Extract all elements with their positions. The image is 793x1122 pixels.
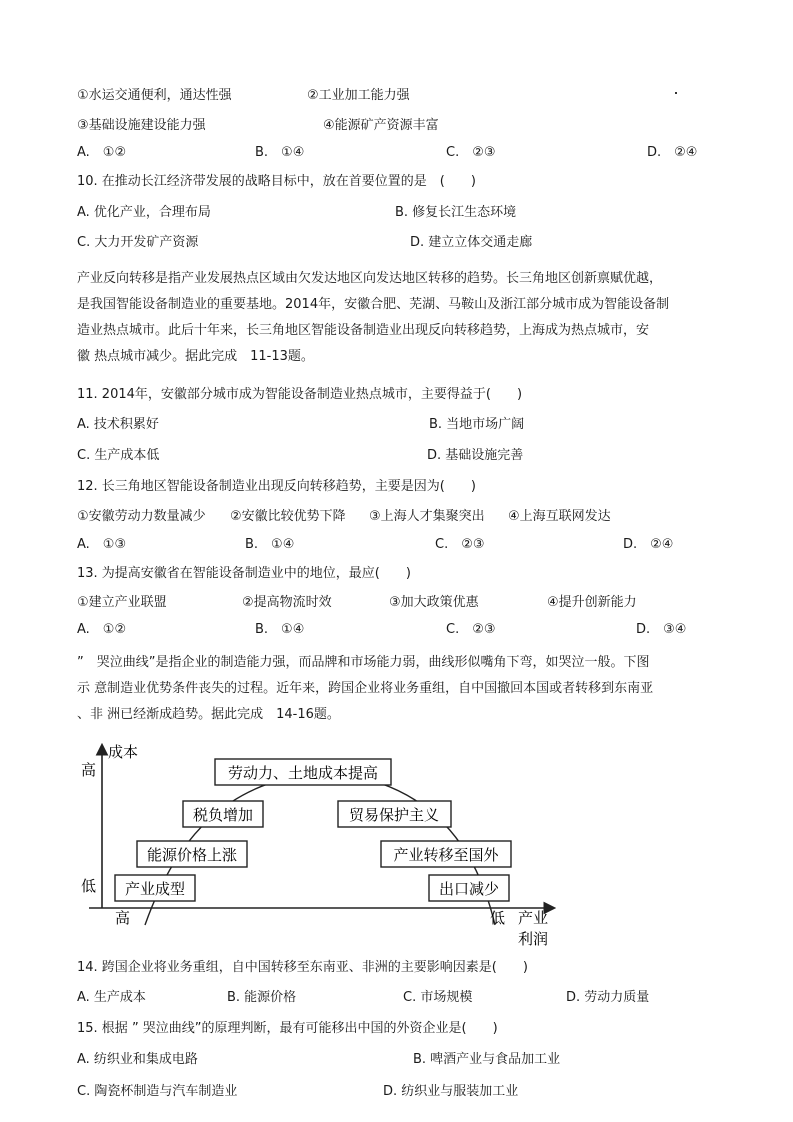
box-industry-formed-label: 产业成型	[124, 880, 186, 898]
y-high-label: 高	[81, 761, 97, 779]
box-energy-price	[137, 841, 247, 867]
q13-option-3: ③加大政策优惠	[389, 595, 479, 610]
box-trade-protection-label: 贸易保护主义	[348, 806, 440, 824]
q15-option-d: D. 纺织业与服装加工业	[383, 1084, 519, 1099]
crying-curve-diagram	[75, 740, 565, 950]
box-top-label: 劳动力、土地成本提高	[227, 764, 379, 782]
passage2-line: 、非 洲已经渐成趋势。据此完成 14-16题。	[77, 707, 340, 722]
q10-option-d: D. 建立立体交通走廊	[410, 235, 533, 250]
q12-stem: 12. 长三角地区智能设备制造业出现反向转移趋势，主要是因为( )	[77, 479, 476, 494]
q13-stem: 13. 为提高安徽省在智能设备制造业中的地位，最应( )	[77, 566, 411, 581]
passage1-line: 徽 热点城市减少。据此完成 11-13题。	[77, 349, 314, 364]
q13-option-4: ④提升创新能力	[547, 595, 637, 610]
q10-stem: 10. 在推动长江经济带发展的战略目标中，放在首要位置的是 ( )	[77, 174, 476, 189]
q14-stem: 14. 跨国企业将业务重组，自中国转移至东南亚、非洲的主要影响因素是( )	[77, 960, 528, 975]
box-industry-transfer-label: 产业转移至国外	[393, 846, 499, 864]
x-low-label: 低	[490, 909, 506, 927]
box-tax	[183, 801, 263, 827]
q15-option-c: C. 陶瓷杯制造与汽车制造业	[77, 1084, 238, 1099]
box-export-decrease-label: 出口减少	[438, 880, 500, 898]
passage1-line: 造业热点城市。此后十年来，长三角地区智能设备制造业出现反向转移趋势，上海成为热点城市，安	[77, 323, 650, 338]
y-axis-label: 成本	[108, 743, 139, 761]
passage1-line: 产业反向转移是指产业发展热点区域由欠发达地区向发达地区转移的趋势。长三角地区创新禀赋优越，	[77, 271, 663, 286]
box-export-decrease	[429, 875, 509, 901]
q11-stem: 11. 2014年，安徽部分城市成为智能设备制造业热点城市，主要得益于( )	[77, 387, 523, 402]
q14-option-a: A. 生产成本	[77, 990, 146, 1005]
q11-option-b: B. 当地市场广阔	[429, 417, 525, 432]
q12-answer-c: C. ②③	[435, 537, 485, 552]
y-low-label: 低	[81, 877, 97, 895]
q12-option-2: ②安徽比较优势下降	[230, 509, 346, 524]
passage-reverse-transfer	[77, 266, 717, 370]
q12-option-4: ④上海互联网发达	[508, 509, 611, 524]
q12-option-1: ①安徽劳动力数量减少	[77, 509, 206, 524]
x-axis-label-1: 产业	[518, 909, 549, 927]
box-top	[215, 759, 391, 785]
q12-answer-d: D. ②④	[623, 537, 674, 552]
box-trade-protection	[338, 801, 451, 827]
passage2-line: ” 哭泣曲线”是指企业的制造能力强，而品牌和市场能力弱，曲线形似嘴角下弯，如哭泣一般。下图	[77, 655, 650, 670]
q9-answer-c: C. ②③	[446, 145, 496, 160]
q12-answer-a: A. ①③	[77, 537, 127, 552]
passage2-line: 示 意制造业优势条件丧失的过程。近年来，跨国企业将业务重组，自中国撤回本国或者转移到东南亚	[77, 681, 654, 696]
q9-option-2: ②工业加工能力强	[307, 88, 410, 103]
passage1-line: 是我国智能设备制造业的重要基地。2014年，安徽合肥、芜湖、马鞍山及浙江部分城市成为智能设备制	[77, 297, 670, 312]
x-high-label: 高	[115, 909, 131, 927]
q9-option-4: ④能源矿产资源丰富	[323, 118, 439, 133]
q10-option-b: B. 修复长江生态环境	[395, 205, 517, 220]
box-industry-formed	[115, 875, 195, 901]
box-tax-label: 税负增加	[192, 806, 254, 824]
q11-option-c: C. 生产成本低	[77, 448, 160, 463]
q13-answer-b: B. ①④	[255, 622, 305, 637]
q9-answer-a: A. ①②	[77, 145, 127, 160]
x-axis-label-2: 利润	[518, 930, 549, 948]
q13-answer-d: D. ③④	[636, 622, 687, 637]
q14-option-b: B. 能源价格	[227, 990, 297, 1005]
q9-option-1: ①水运交通便利，通达性强	[77, 88, 232, 103]
stray-dot	[675, 92, 677, 94]
q14-option-c: C. 市场规模	[403, 990, 473, 1005]
box-industry-transfer	[381, 841, 511, 867]
q11-option-d: D. 基础设施完善	[427, 448, 524, 463]
passage-crying-curve	[77, 650, 717, 728]
q14-option-d: D. 劳动力质量	[566, 990, 650, 1005]
q15-option-b: B. 啤酒产业与食品加工业	[413, 1052, 561, 1067]
q13-option-1: ①建立产业联盟	[77, 595, 167, 610]
q15-stem: 15. 根据 ” 哭泣曲线”的原理判断，最有可能移出中国的外资企业是( )	[77, 1021, 498, 1036]
q11-option-a: A. 技术积累好	[77, 417, 159, 432]
box-energy-price-label: 能源价格上涨	[146, 846, 238, 864]
q15-option-a: A. 纺织业和集成电路	[77, 1052, 198, 1067]
q10-option-a: A. 优化产业，合理布局	[77, 205, 211, 220]
q9-option-3: ③基础设施建设能力强	[77, 118, 206, 133]
q10-option-c: C. 大力开发矿产资源	[77, 235, 199, 250]
q13-answer-c: C. ②③	[446, 622, 496, 637]
q12-option-3: ③上海人才集聚突出	[369, 509, 485, 524]
q13-option-2: ②提高物流时效	[242, 595, 332, 610]
q9-answer-d: D. ②④	[647, 145, 698, 160]
q13-answer-a: A. ①②	[77, 622, 127, 637]
q12-answer-b: B. ①④	[245, 537, 295, 552]
q9-answer-b: B. ①④	[255, 145, 305, 160]
